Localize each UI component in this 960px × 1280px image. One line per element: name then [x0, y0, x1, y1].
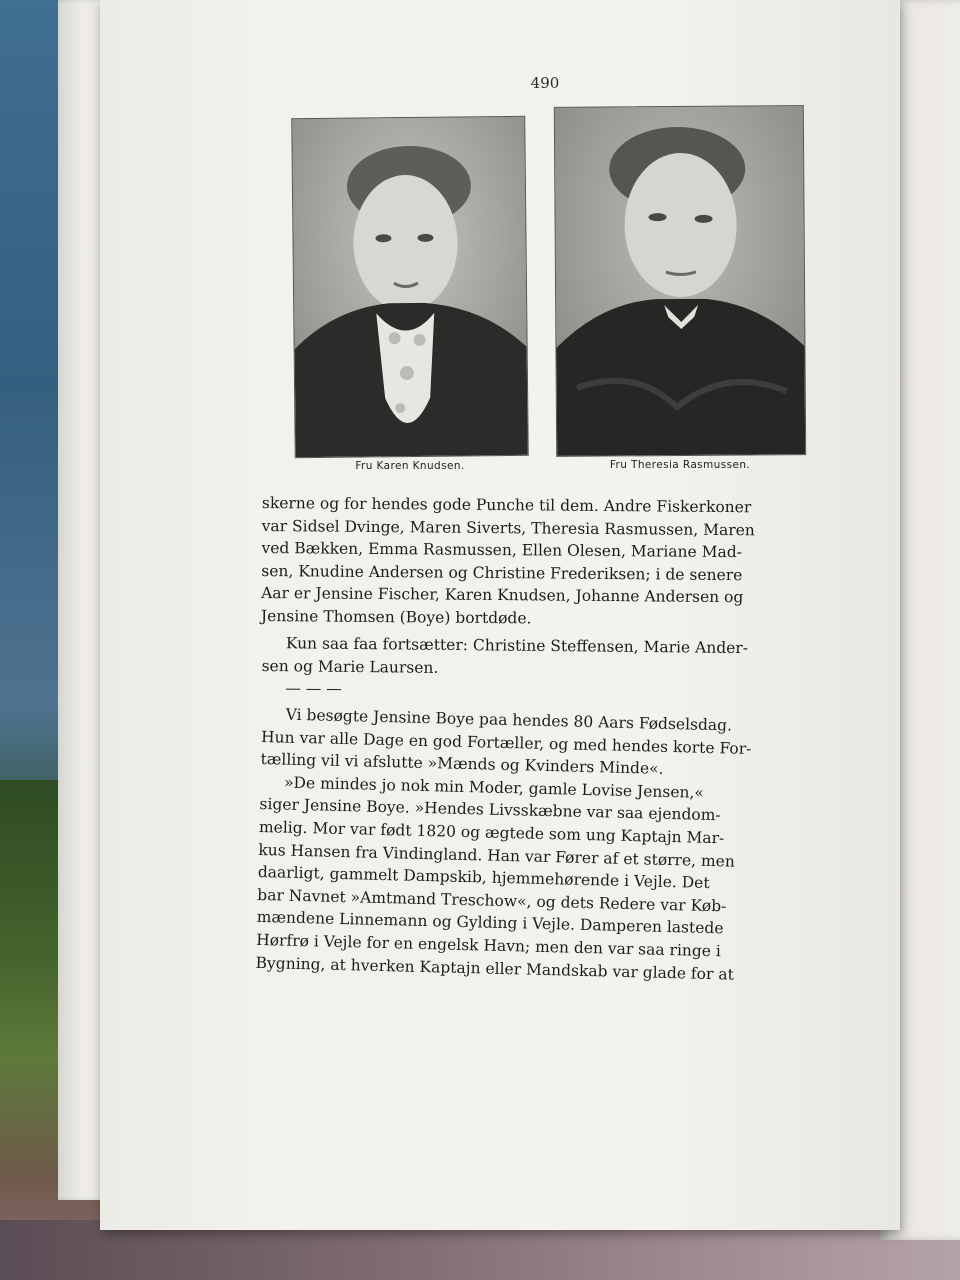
text-line: tælling vil vi afslutte »Mænds og Kvinders Minde«. — [260, 750, 664, 779]
text-line: Kun saa faa fortsætter: Christine Steffensen, Marie Ander- — [285, 634, 749, 658]
text-line: Vi besøgte Jensine Boye paa hendes 80 Aars Fødselsdag. — [285, 705, 733, 735]
text-line: melig. Mor var født 1820 og ægtede som ung Kaptajn Mar- — [258, 817, 725, 848]
paragraph-continuing — [261, 632, 822, 706]
text-line: »De mindes jo nok min Moder, gamle Lovise Jensen,« — [283, 773, 705, 802]
text-line: skerne og for hendes gode Punche til dem. Andre Fiskerkoner — [261, 493, 752, 517]
text-line: sen, Knudine Andersen og Christine Frederiksen; i de senere — [261, 561, 743, 584]
text-line: Jensine Thomsen (Boye) bortdøde. — [260, 606, 532, 628]
text-line: Bygning, at hverken Kaptajn eller Mandskab var glade for at — [255, 953, 735, 984]
section-separator: — — — — [285, 679, 342, 699]
text-line: mændene Linnemann og Gylding i Vejle. Damperen lastede — [256, 908, 724, 938]
text-line: Aar er Jensine Fischer, Karen Knudsen, Johanne Andersen og — [261, 584, 744, 607]
portrait-woman-left — [292, 117, 528, 457]
portrait-photo-right — [554, 105, 806, 457]
photo-caption-left: Fru Karen Knudsen. — [355, 460, 465, 472]
portrait-photo-left — [291, 116, 529, 458]
text-line: sen og Marie Laursen. — [261, 656, 439, 677]
text-line: siger Jensine Boye. »Hendes Livsskæbne var saa ejendom- — [259, 795, 721, 825]
paragraph-fisherwives — [261, 492, 822, 632]
text-line: Hørfrø i Vejle for en engelsk Havn; men den var saa ringe i — [255, 930, 722, 961]
text-line: ved Bækken, Emma Rasmussen, Ellen Olesen, Mariane Mad- — [261, 539, 742, 562]
text-line: Hun var alle Dage en god Fortæller, og med hendes korte For- — [260, 727, 752, 758]
photo-caption-right: Fru Theresia Rasmussen. — [609, 459, 751, 471]
portrait-woman-right — [555, 106, 805, 456]
text-line: kus Hansen fra Vindingland. Han var Fører af et større, men — [258, 840, 736, 871]
text-line: bar Navnet »Amtmand Treschow«, og dets Redere var Køb- — [257, 885, 727, 916]
page-number: 490 — [530, 74, 560, 92]
paragraph-jensine-boye — [255, 703, 821, 988]
text-line: var Sidsel Dvinge, Maren Siverts, Theresia Rasmussen, Maren — [261, 516, 755, 539]
text-line: daarligt, gammelt Dampskib, hjemmehørende i Vejle. Det — [257, 863, 710, 893]
